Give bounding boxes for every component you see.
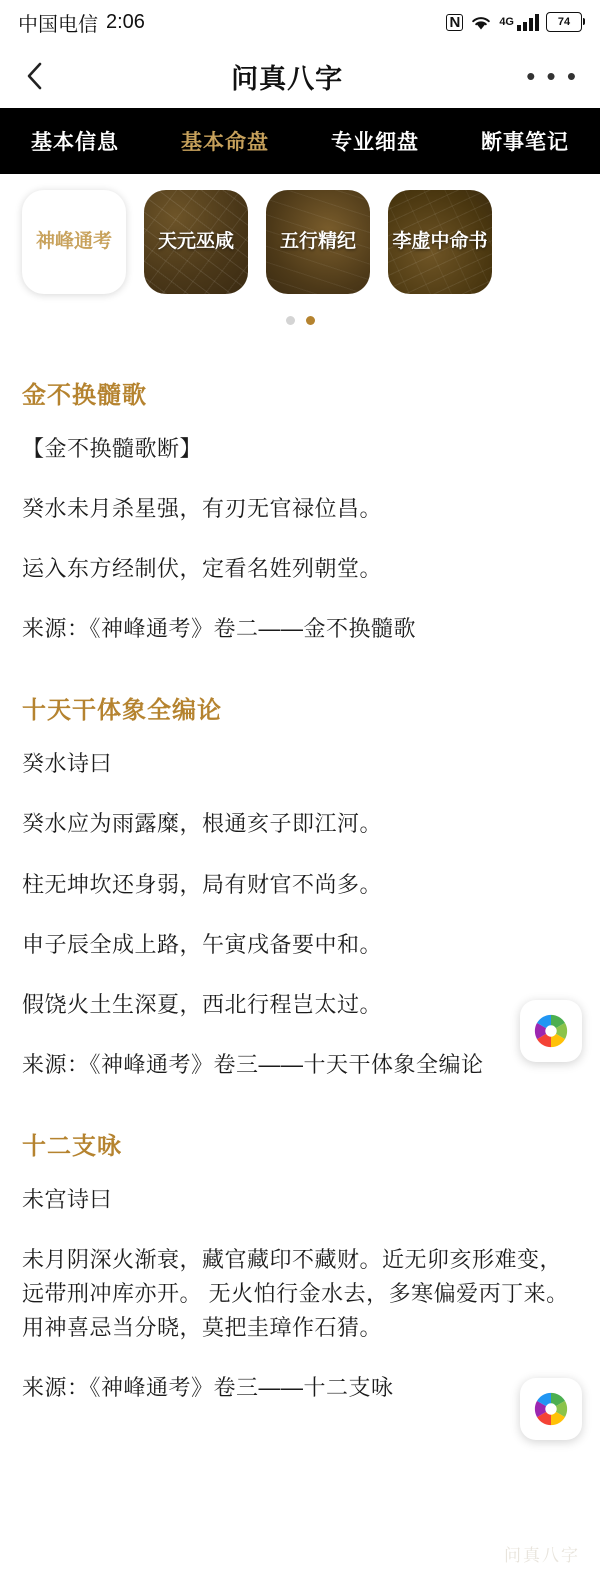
more-options-icon[interactable]: • • •	[526, 61, 578, 91]
section-title: 十天干体象全编论	[22, 697, 222, 725]
paragraph: 柱无坤坎还身弱，局有财官不尚多。	[22, 871, 383, 897]
tab-bar	[0, 108, 600, 174]
paragraph: 未月阴深火渐衰，藏官藏印不藏财。近无卯亥形难变，远带刑冲库亦开。 无火怕行金水去，多寒偏爱丙丁来。用神喜忌当分晓，莫把圭璋作石猜。	[22, 1247, 569, 1341]
signal-bars-icon	[517, 14, 539, 31]
carousel-page-dots	[0, 294, 600, 335]
battery-percent-label: 74	[557, 16, 571, 28]
paragraph-source: 来源：《神峰通考》卷二——金不换髓歌	[22, 616, 417, 642]
color-wheel-icon	[532, 1012, 570, 1050]
paragraph-source: 来源：《神峰通考》卷三——十二支咏	[22, 1375, 394, 1401]
status-bar-right	[446, 12, 582, 32]
nfc-icon: N	[446, 14, 463, 31]
color-wheel-icon	[532, 1390, 570, 1428]
status-bar	[0, 0, 600, 44]
book-carousel	[0, 174, 600, 339]
paragraph: 未宫诗曰	[22, 1186, 113, 1212]
color-wheel-fab-top[interactable]	[520, 1000, 582, 1062]
carousel-dot-1[interactable]	[286, 316, 295, 325]
paragraph: 癸水应为雨露糜，根通亥子即江河。	[22, 811, 383, 837]
section-shierzhiyong	[22, 1126, 578, 1405]
tab-basic-chart[interactable]: 基本命盘	[181, 131, 269, 154]
book-card-tianyuanwuxian[interactable]: 天元巫咸	[144, 190, 248, 294]
paragraph-source: 来源：《神峰通考》卷三——十天干体象全编论	[22, 1051, 484, 1077]
section-jinbuhuan	[22, 375, 578, 646]
carrier-label: 中国电信	[18, 13, 98, 36]
book-card-shenfengtongkao[interactable]: 神峰通考	[22, 190, 126, 294]
watermark: 问真八字	[504, 1546, 580, 1565]
title-bar	[0, 44, 600, 108]
content-area	[0, 339, 600, 1405]
carousel-dot-2[interactable]	[306, 316, 315, 325]
paragraph: 癸水诗曰	[22, 751, 113, 777]
tab-basic-info[interactable]: 基本信息	[31, 131, 119, 154]
wifi-icon	[470, 14, 492, 31]
paragraph: 申子辰全成上路，午寅戌备要中和。	[22, 931, 383, 957]
color-wheel-fab-bottom[interactable]	[520, 1378, 582, 1440]
back-chevron-icon[interactable]	[22, 63, 48, 89]
book-card-list	[0, 190, 600, 294]
network-type-label: 4G	[499, 16, 514, 28]
paragraph: 假饶火土生深夏，西北行程岂太过。	[22, 991, 383, 1017]
page-title: 问真八字	[231, 63, 344, 94]
tab-notes[interactable]: 断事笔记	[481, 131, 569, 154]
status-bar-left	[18, 8, 145, 37]
tab-pro-chart[interactable]: 专业细盘	[331, 131, 419, 154]
paragraph: 【金不换髓歌断】	[22, 436, 203, 461]
clock-label: 2:06	[106, 10, 145, 33]
battery-icon	[546, 12, 582, 32]
paragraph: 运入东方经制伏，定看名姓列朝堂。	[22, 556, 383, 582]
section-title: 十二支咏	[22, 1132, 122, 1160]
book-card-lixuzhongmingshu[interactable]: 李虚中命书	[388, 190, 492, 294]
section-title: 金不换髓歌	[22, 382, 147, 409]
section-shitiangan	[22, 690, 578, 1082]
book-card-wuxingjingji[interactable]: 五行精纪	[266, 190, 370, 294]
paragraph: 癸水未月杀星强，有刃无官禄位昌。	[22, 496, 383, 522]
